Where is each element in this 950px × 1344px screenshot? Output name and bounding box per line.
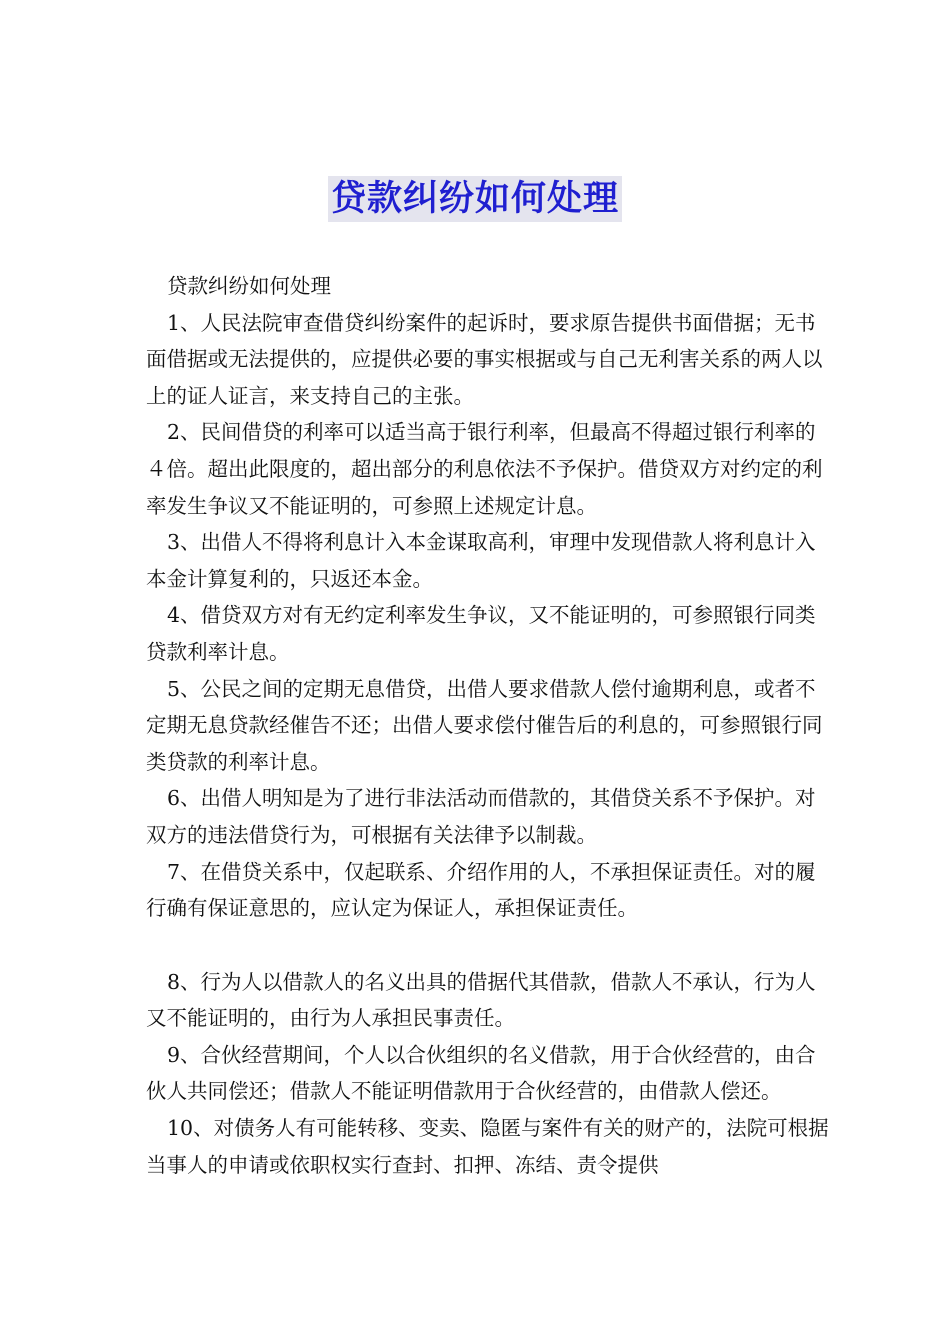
paragraph-10: 10、对债务人有可能转移、变卖、隐匿与案件有关的财产的，法院可根据当事人的申请或依职权实行查封、扣押、冻结、责令提供 [146,1116,829,1177]
paragraph-8: 8、行为人以借款人的名义出具的借据代其借款，借款人不承认，行为人又不能证明的，由行为人承担民事责任。 [146,969,816,1031]
document-subtitle: 贷款纠纷如何处理 [167,274,331,298]
paragraph-4: 4、借贷双方对有无约定利率发生争议，又不能证明的，可参照银行同类贷款利率计息。 [146,603,816,664]
document-body [146,268,836,1183]
document-title: 贷款纠纷如何处理 [328,176,622,222]
paragraph-1: 1、人民法院审查借贷纠纷案件的起诉时，要求原告提供书面借据；无书面借据或无法提供的，应提供必要的事实根据或与自己无利害关系的两人以上的证人证言，来支持自己的主张。 [146,310,823,408]
title-container [0,176,950,222]
paragraph-7: 7、在借贷关系中，仅起联系、介绍作用的人，不承担保证责任。对的履行确有保证意思的，应认定为保证人，承担保证责任。 [146,859,816,921]
paragraph-2: 2、民间借贷的利率可以适当高于银行利率，但最高不得超过银行利率的４倍。超出此限度的，超出部分的利息依法不予保护。借贷双方对约定的利率发生争议又不能证明的，可参照上述规定计息。 [146,420,823,518]
paragraph-6: 6、出借人明知是为了进行非法活动而借款的，其借贷关系不予保护。对双方的违法借贷行为，可根据有关法律予以制裁。 [146,786,816,847]
paragraph-3: 3、出借人不得将利息计入本金谋取高利，审理中发现借款人将利息计入本金计算复利的，只返还本金。 [146,530,816,591]
paragraph-9: 9、合伙经营期间，个人以合伙组织的名义借款，用于合伙经营的，由合伙人共同偿还；借款人不能证明借款用于合伙经营的，由借款人偿还。 [146,1042,816,1104]
paragraph-5: 5、公民之间的定期无息借贷，出借人要求借款人偿付逾期利息，或者不定期无息贷款经催告不还；出借人要求偿付催告后的利息的，可参照银行同类贷款的利率计息。 [146,676,823,774]
